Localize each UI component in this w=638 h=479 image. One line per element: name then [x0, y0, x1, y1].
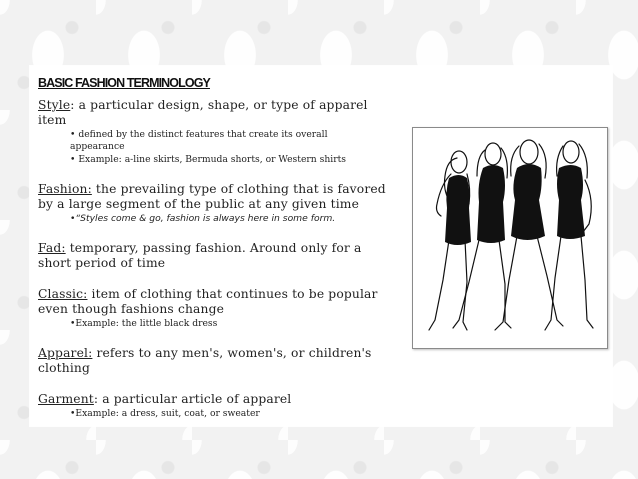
term-style [38, 98, 398, 128]
bullet-style-2: • Example: a-line skirts, Bermuda shorts, or Western shirts [70, 154, 346, 165]
term-garment [38, 392, 398, 407]
slide-heading: BASIC FASHION TERMINOLOGY [38, 76, 210, 90]
four-women-in-black-dresses-illustration [412, 127, 608, 349]
term-definition: the prevailing type of clothing that is favored by a large segment of the public at any given time [38, 182, 386, 211]
bullet-style-1: • defined by the distinct features that create its overall appearance [70, 129, 328, 152]
term-definition: : a particular design, shape, or type of apparel item [38, 98, 368, 127]
term-label: Garment [38, 392, 94, 406]
term-fashion [38, 182, 398, 212]
bullet-classic: •Example: the little black dress [70, 318, 218, 329]
term-classic [38, 287, 398, 317]
term-label: Fad: [38, 241, 66, 255]
term-fad [38, 241, 398, 271]
term-apparel [38, 346, 398, 376]
term-label: Apparel: [38, 346, 93, 360]
bullet-fashion-quote: •“Styles come & go, fashion is always here in some form. [70, 213, 336, 224]
text-column [38, 76, 398, 420]
term-label: Style [38, 98, 71, 112]
bullet-garment: •Example: a dress, suit, coat, or sweater [70, 408, 260, 419]
term-label: Fashion: [38, 182, 92, 196]
term-definition: refers to any men's, women's, or children's clothing [38, 346, 372, 375]
term-definition: : a particular article of apparel [93, 392, 292, 406]
fashion-figures-icon [413, 128, 607, 348]
term-definition: temporary, passing fashion. Around only for a short period of time [38, 241, 362, 270]
term-label: Classic: [38, 287, 88, 301]
term-definition: item of clothing that continues to be popular even though fashions change [38, 287, 378, 316]
